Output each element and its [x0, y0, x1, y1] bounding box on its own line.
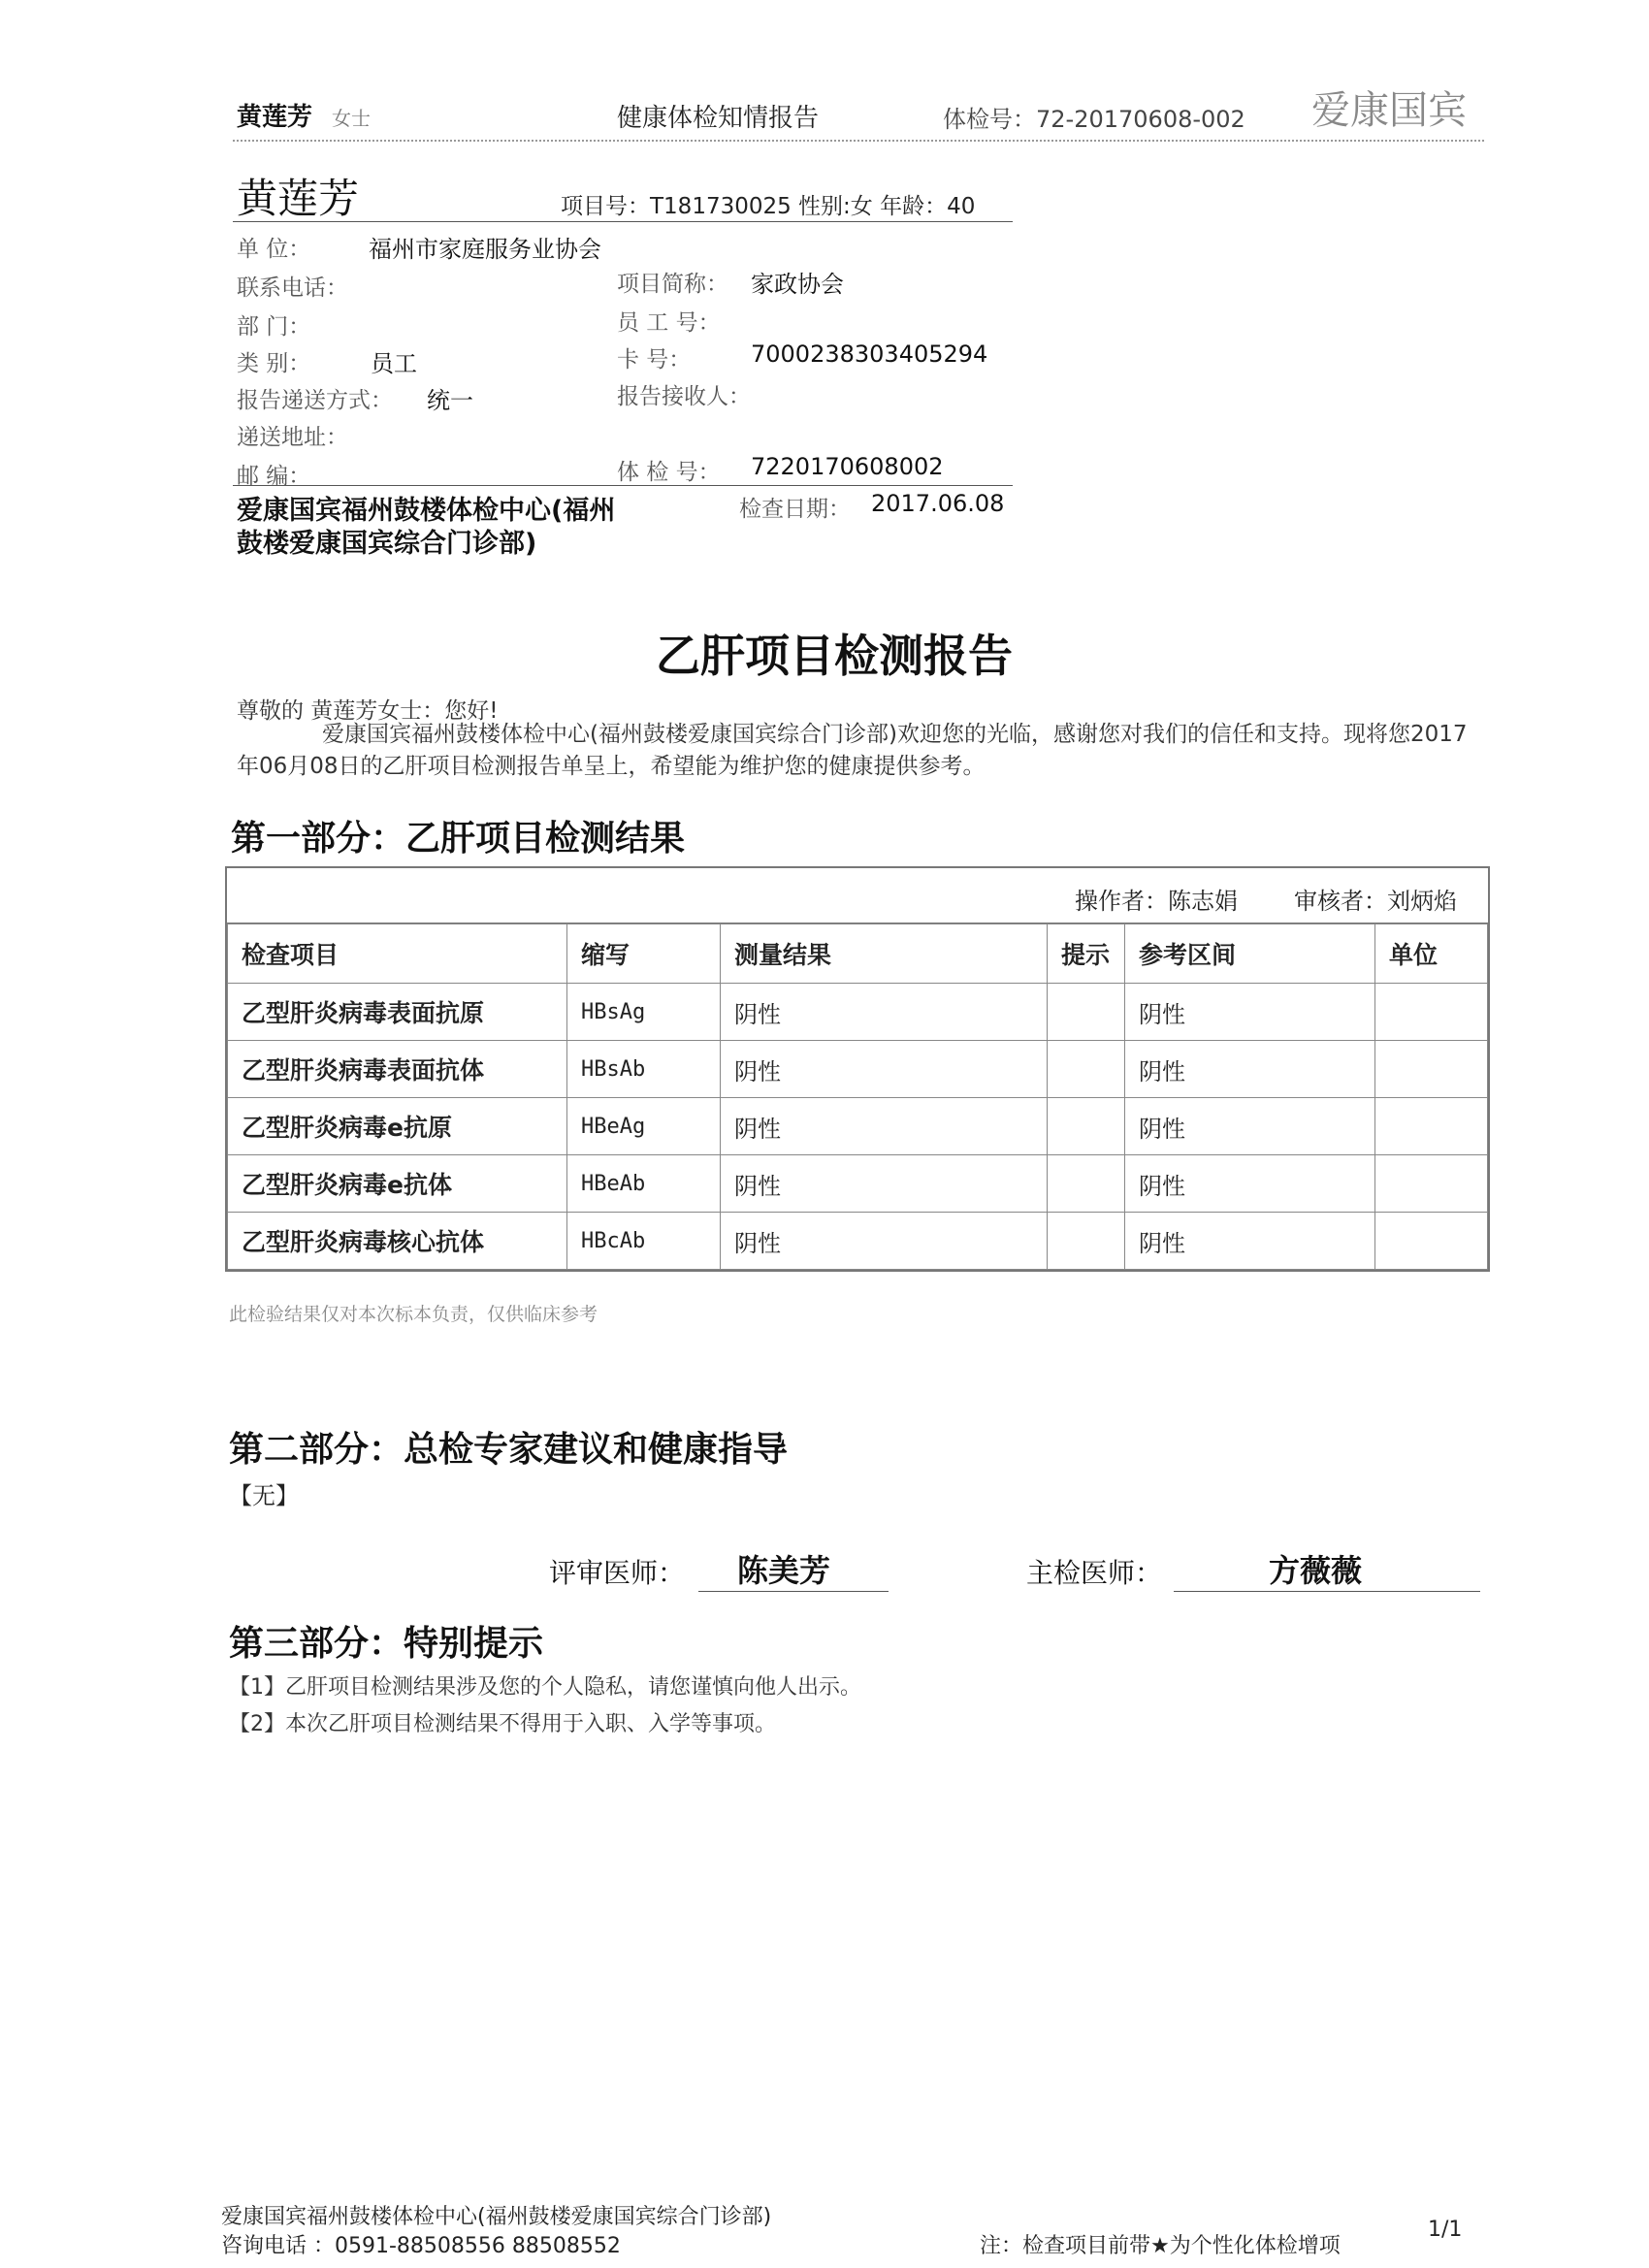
test-unit — [1375, 1213, 1488, 1270]
footer-phone: 咨询电话 ：0591-88508556 88508552 — [221, 2234, 621, 2258]
unit-value: 福州市家庭服务业协会 — [369, 236, 601, 263]
table-operators-row — [227, 868, 1488, 923]
results-table — [225, 866, 1490, 1272]
test-abbreviation: HBeAg — [567, 1098, 721, 1155]
test-abbreviation: HBsAg — [567, 984, 721, 1041]
project-line: 项目号：T181730025 性别:女 年龄：40 — [561, 194, 976, 219]
review-doctor-label: 评审医师： — [549, 1557, 686, 1589]
exam-no-label: 体 检 号： — [617, 460, 721, 485]
address-label: 递送地址： — [237, 425, 348, 450]
test-result: 阴性 — [721, 1155, 1048, 1213]
test-abbreviation: HBeAb — [567, 1155, 721, 1213]
column-header: 单位 — [1375, 924, 1488, 984]
test-item: 乙型肝炎病毒核心抗体 — [228, 1213, 567, 1270]
test-item: 乙型肝炎病毒表面抗体 — [228, 1041, 567, 1098]
page-number: 1/1 — [1428, 2218, 1463, 2242]
column-header: 测量结果 — [721, 924, 1048, 984]
phone-label: 联系电话： — [237, 275, 348, 301]
tip-item: 【1】乙肝项目检测结果涉及您的个人隐私，请您谨慎向他人出示。 — [229, 1675, 861, 1700]
test-item: 乙型肝炎病毒e抗原 — [228, 1098, 567, 1155]
reference-range: 阴性 — [1125, 984, 1375, 1041]
reference-range: 阴性 — [1125, 1098, 1375, 1155]
chief-doctor-signature: 方薇薇 — [1269, 1552, 1363, 1589]
patient-divider-bottom — [233, 485, 1013, 486]
project-abbr-value: 家政协会 — [751, 271, 844, 298]
test-hint — [1048, 1098, 1125, 1155]
table-disclaimer: 此检验结果仅对本次标本负责，仅供临床参考 — [229, 1304, 598, 1325]
delivery-label: 报告递送方式： — [237, 388, 393, 413]
header-title: 健康体检知情报告 — [617, 104, 820, 133]
card-no-label: 卡 号： — [617, 347, 692, 373]
exam-no-value: 7220170608002 — [751, 453, 944, 480]
test-unit — [1375, 984, 1488, 1041]
center-name: 爱康国宾福州鼓楼体检中心(福州鼓楼爱康国宾综合门诊部) — [237, 496, 616, 559]
unit-label: 单 位： — [237, 237, 311, 262]
table-header-row — [228, 924, 1488, 984]
part2-heading: 第二部分：总检专家建议和健康指导 — [229, 1429, 789, 1470]
card-no-value: 7000238303405294 — [751, 340, 988, 368]
exam-date-label: 检查日期： — [739, 497, 851, 522]
test-abbreviation: HBsAb — [567, 1041, 721, 1098]
column-header: 参考区间 — [1125, 924, 1375, 984]
department-label: 部 门： — [237, 314, 311, 340]
test-abbreviation: HBcAb — [567, 1213, 721, 1270]
test-result: 阴性 — [721, 1041, 1048, 1098]
review-doctor-signature: 陈美芳 — [737, 1552, 831, 1589]
footer-center: 爱康国宾福州鼓楼体检中心(福州鼓楼爱康国宾综合门诊部) — [221, 2205, 772, 2229]
header-divider — [233, 140, 1484, 142]
tip-item: 【2】本次乙肝项目检测结果不得用于入职、入学等事项。 — [229, 1712, 776, 1736]
operator: 操作者：陈志娟 — [1075, 888, 1238, 915]
column-header: 检查项目 — [228, 924, 567, 984]
table-row — [228, 1155, 1488, 1213]
test-unit — [1375, 1041, 1488, 1098]
test-item: 乙型肝炎病毒e抗体 — [228, 1155, 567, 1213]
test-unit — [1375, 1155, 1488, 1213]
reference-range: 阴性 — [1125, 1041, 1375, 1098]
part3-heading: 第三部分：特别提示 — [229, 1623, 544, 1664]
test-result: 阴性 — [721, 1213, 1048, 1270]
header-exam-number: 体检号：72-20170608-002 — [943, 106, 1245, 133]
footer-note: 注：检查项目前带★为个性化体检增项 — [980, 2234, 1341, 2258]
table-row — [228, 1041, 1488, 1098]
reference-range: 阴性 — [1125, 1213, 1375, 1270]
employee-no-label: 员 工 号： — [617, 310, 721, 336]
header-patient-name: 黄莲芳 — [237, 103, 313, 132]
part1-heading: 第一部分：乙肝项目检测结果 — [231, 818, 686, 859]
report-title: 乙肝项目检测报告 — [656, 630, 1013, 682]
category-value: 员工 — [371, 350, 417, 377]
part2-content: 【无】 — [229, 1482, 299, 1509]
table-row — [228, 1098, 1488, 1155]
category-label: 类 别： — [237, 351, 311, 376]
reviewer: 审核者：刘炳焰 — [1294, 888, 1457, 915]
test-unit — [1375, 1098, 1488, 1155]
patient-name: 黄莲芳 — [237, 175, 360, 222]
table-row — [228, 1213, 1488, 1270]
column-header: 提示 — [1048, 924, 1125, 984]
review-signature-line — [698, 1591, 889, 1592]
reference-range: 阴性 — [1125, 1155, 1375, 1213]
test-hint — [1048, 1213, 1125, 1270]
chief-doctor-label: 主检医师： — [1026, 1557, 1163, 1589]
test-result: 阴性 — [721, 1098, 1048, 1155]
test-result: 阴性 — [721, 984, 1048, 1041]
test-hint — [1048, 984, 1125, 1041]
brand-logo-text: 爱康国宾 — [1311, 88, 1467, 133]
patient-divider-top — [233, 221, 1013, 222]
test-item: 乙型肝炎病毒表面抗原 — [228, 984, 567, 1041]
exam-date-value: 2017.06.08 — [871, 490, 1005, 517]
delivery-value: 统一 — [427, 387, 473, 414]
receiver-label: 报告接收人： — [617, 384, 751, 409]
chief-signature-line — [1174, 1591, 1480, 1592]
project-abbr-label: 项目简称： — [617, 272, 728, 297]
test-hint — [1048, 1041, 1125, 1098]
intro-paragraph: 爱康国宾福州鼓楼体检中心(福州鼓楼爱康国宾综合门诊部)欢迎您的光临，感谢您对我们的信任和支持。现将您2017年06月08日的乙肝项目检测报告单呈上，希望能为维护您的健康提供参考。 — [237, 722, 1468, 779]
postcode-label: 邮 编： — [237, 464, 311, 489]
table-row — [228, 984, 1488, 1041]
greeting: 尊敬的 黄莲芳女士：您好! — [237, 698, 499, 724]
header-gender: 女士 — [332, 107, 371, 130]
column-header: 缩写 — [567, 924, 721, 984]
test-hint — [1048, 1155, 1125, 1213]
